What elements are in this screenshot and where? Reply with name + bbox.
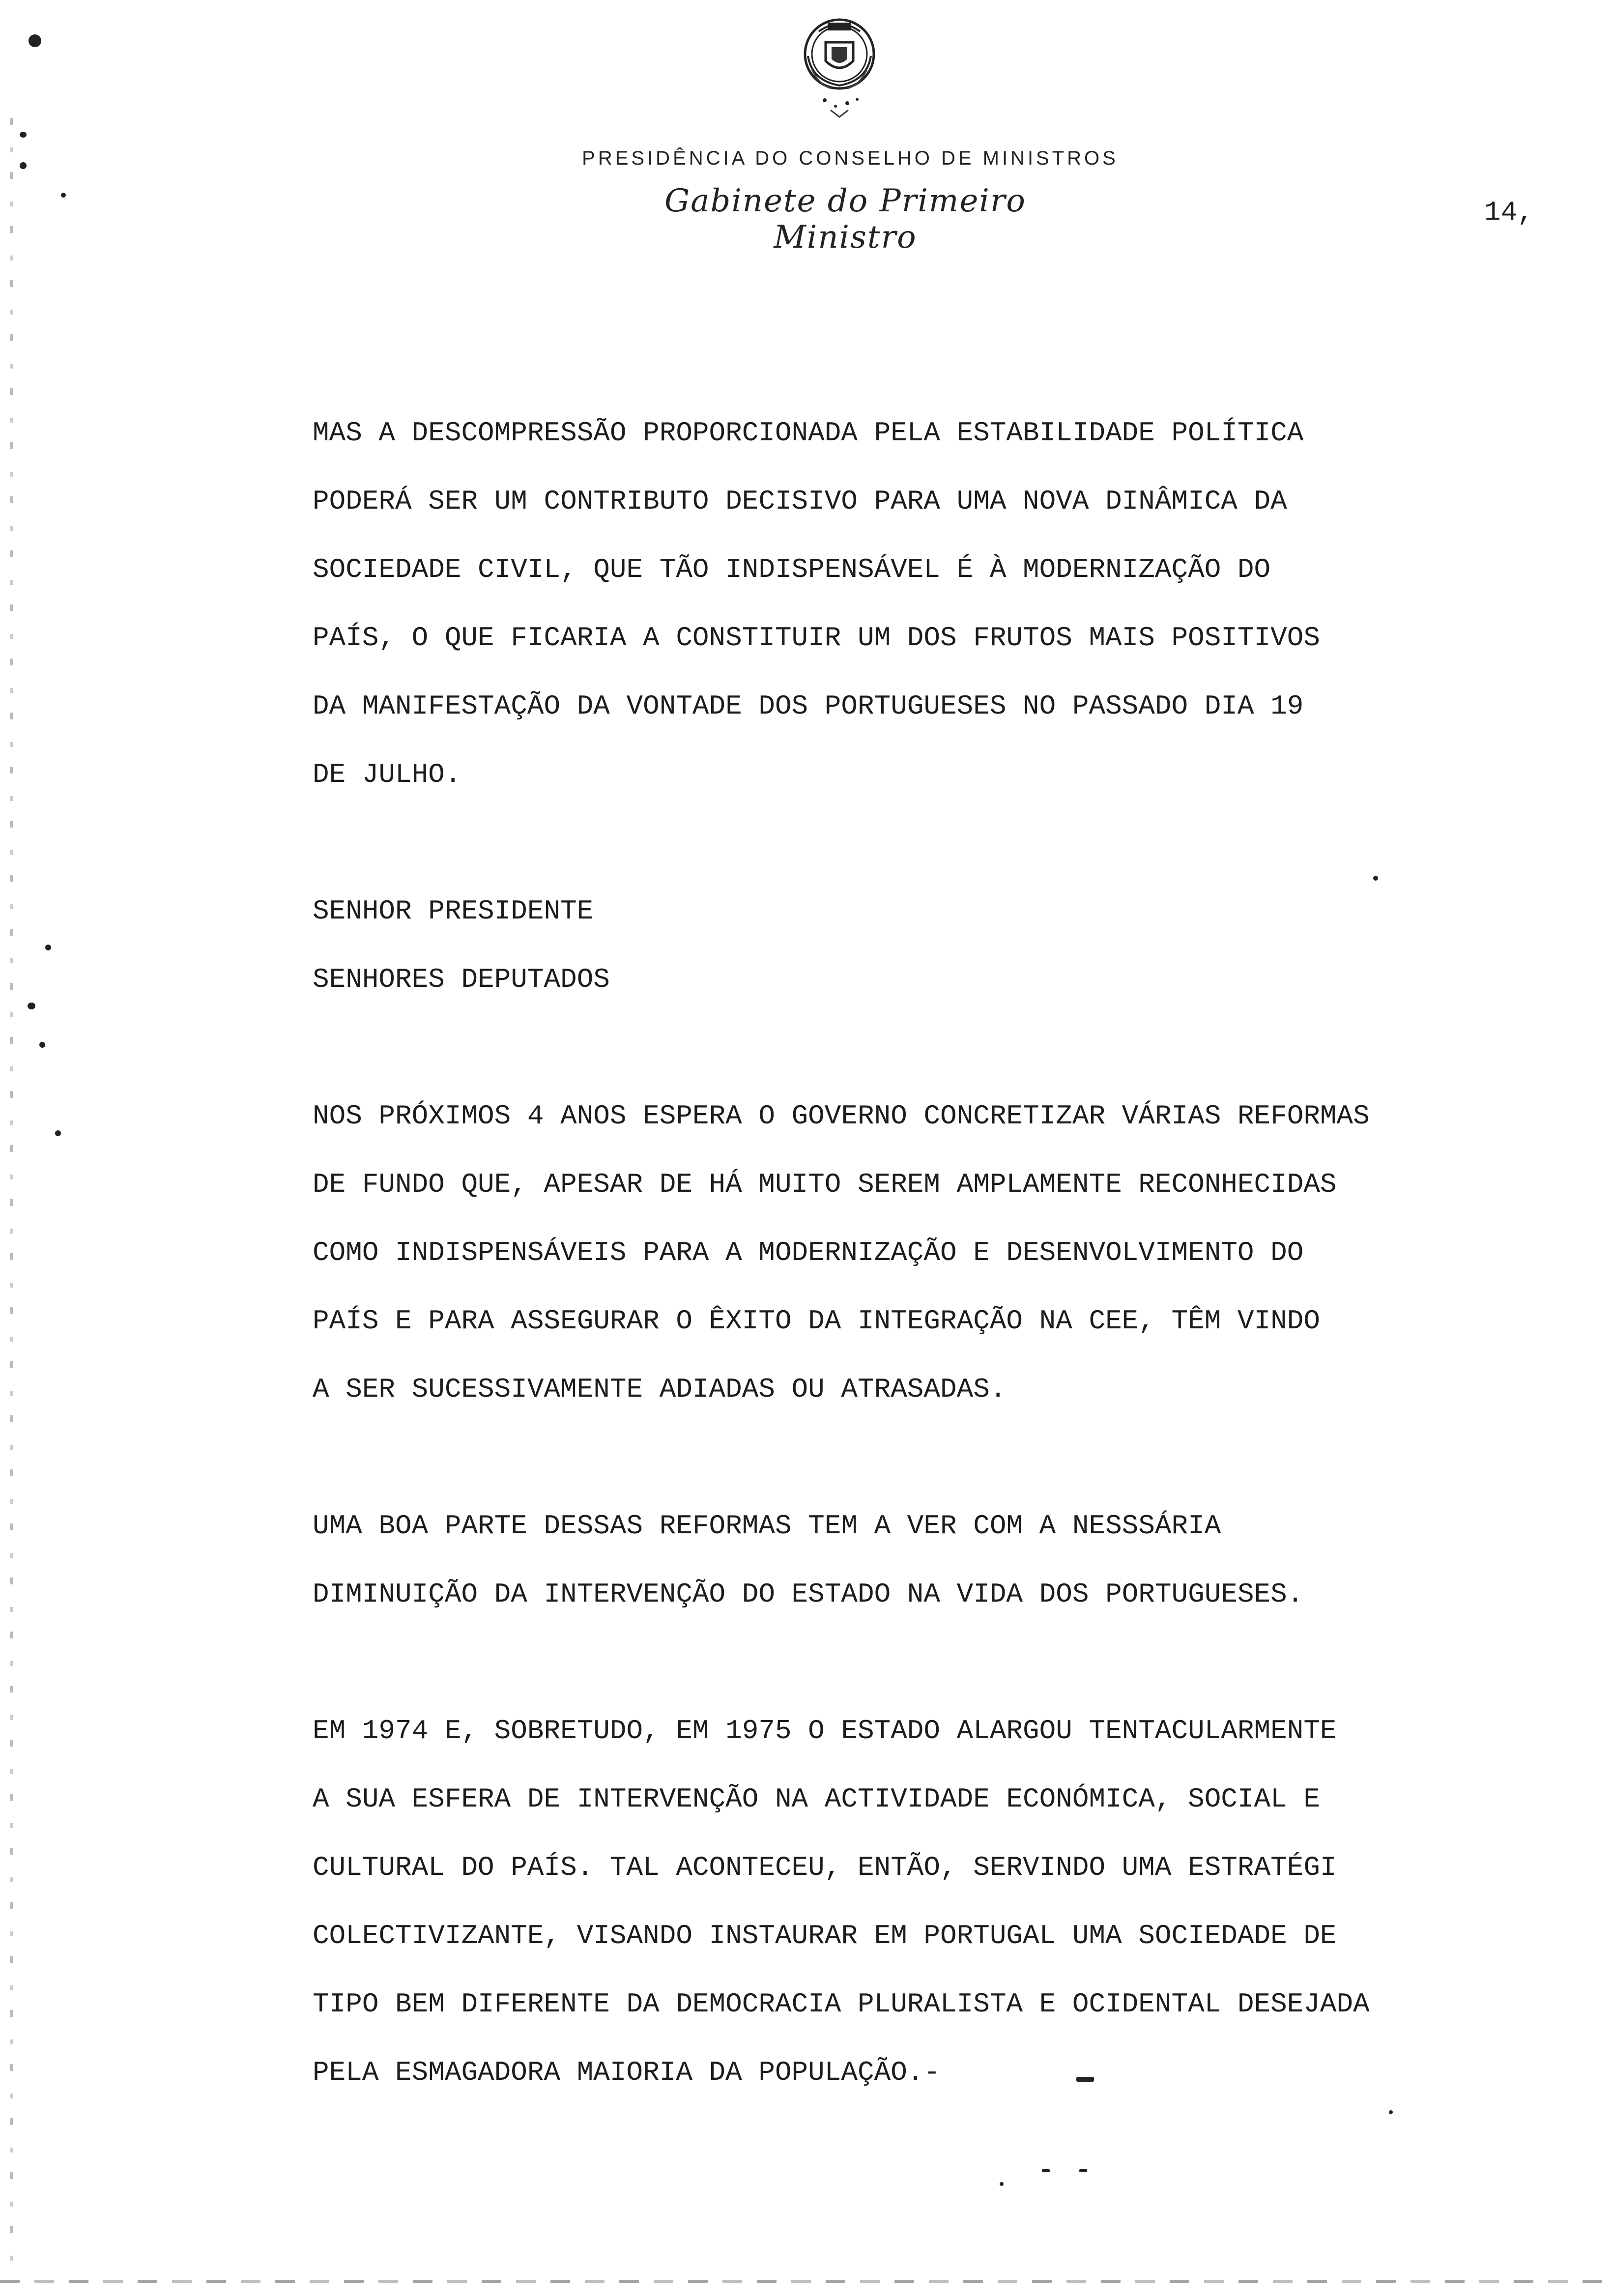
text-line: DIMINUIÇÃO DA INTERVENÇÃO DO ESTADO NA VIDA DOS PORTUGUESES. [313, 1578, 1304, 1610]
text-line: UMA BOA PARTE DESSAS REFORMAS TEM A VER COM A NESSSÁRIA [313, 1510, 1221, 1542]
text-line: A SUA ESFERA DE INTERVENÇÃO NA ACTIVIDADE ECONÓMICA, SOCIAL E [313, 1783, 1320, 1815]
body-text [313, 399, 1610, 2107]
text-line: SENHOR PRESIDENTE [313, 895, 594, 927]
text-line: SOCIEDADE CIVIL, QUE TÃO INDISPENSÁVEL É À MODERNIZAÇÃO DO [313, 554, 1271, 585]
text-line: CULTURAL DO PAÍS. TAL ACONTECEU, ENTÃO, SERVINDO UMA ESTRATÉGI [313, 1852, 1337, 1883]
scan-speck [20, 162, 27, 169]
paragraph [313, 1082, 1610, 1424]
scan-edge-left [10, 118, 13, 2280]
text-line: PAÍS, O QUE FICARIA A CONSTITUIR UM DOS FRUTOS MAIS POSITIVOS [313, 622, 1320, 654]
scan-speck [28, 1003, 35, 1009]
text-line: TIPO BEM DIFERENTE DA DEMOCRACIA PLURALISTA E OCIDENTAL DESEJADA [313, 1988, 1370, 2020]
scan-speck [1389, 2110, 1393, 2114]
scan-speck [1373, 876, 1378, 881]
coat-of-arms-seal-icon [790, 12, 889, 125]
text-line: MAS A DESCOMPRESSÃO PROPORCIONADA PELA ESTABILIDADE POLÍTICA [313, 417, 1304, 449]
office-name-script: Gabinete do Primeiro Ministro [664, 183, 1026, 256]
scan-speck [20, 132, 27, 138]
text-line: NOS PRÓXIMOS 4 ANOS ESPERA O GOVERNO CONCRETIZAR VÁRIAS REFORMAS [313, 1100, 1370, 1132]
text-line: PAÍS E PARA ASSEGURAR O ÊXITO DA INTEGRAÇÃO NA CEE, TÊM VINDO [313, 1305, 1320, 1337]
text-line: COMO INDISPENSÁVEIS PARA A MODERNIZAÇÃO E DESENVOLVIMENTO DO [313, 1237, 1304, 1268]
scan-speck [55, 1130, 61, 1136]
organization-name: PRESIDÊNCIA DO CONSELHO DE MINISTROS [582, 147, 1119, 169]
salutation [313, 877, 1610, 1014]
scan-speck [1079, 2169, 1087, 2172]
text-line: DE JULHO. [313, 759, 461, 790]
paragraph [313, 1697, 1610, 2107]
scan-speck [39, 1042, 45, 1048]
text-line: DE FUNDO QUE, APESAR DE HÁ MUITO SEREM AMPLAMENTE RECONHECIDAS [313, 1169, 1337, 1200]
text-line: PODERÁ SER UM CONTRIBUTO DECISIVO PARA UMA NOVA DINÂMICA DA [313, 486, 1287, 517]
scan-speck [29, 34, 41, 47]
text-line: PELA ESMAGADORA MAIORIA DA POPULAÇÃO.- [313, 2057, 941, 2088]
text-line: DA MANIFESTAÇÃO DA VONTADE DOS PORTUGUESES NO PASSADO DIA 19 [313, 690, 1304, 722]
scan-speck [45, 945, 51, 950]
text-line: A SER SUCESSIVAMENTE ADIADAS OU ATRASADAS. [313, 1374, 1007, 1405]
text-line: COLECTIVIZANTE, VISANDO INSTAURAR EM PORTUGAL UMA SOCIEDADE DE [313, 1920, 1337, 1952]
text-line: EM 1974 E, SOBRETUDO, EM 1975 O ESTADO ALARGOU TENTACULARMENTE [313, 1715, 1337, 1747]
page-number: 14, [1484, 197, 1534, 228]
text-line: SENHORES DEPUTADOS [313, 964, 610, 995]
scan-edge-bottom [0, 2280, 1612, 2283]
scan-speck [1076, 2077, 1094, 2082]
scan-speck [1000, 2182, 1004, 2186]
paragraph [313, 399, 1610, 809]
scan-speck [1042, 2169, 1050, 2172]
paragraph [313, 1492, 1610, 1629]
paragraph-gap [313, 1424, 1610, 1492]
paragraph-gap [313, 1629, 1610, 1697]
scan-speck [61, 193, 66, 198]
paragraph-gap [313, 809, 1610, 877]
paragraph-gap [313, 1014, 1610, 1082]
